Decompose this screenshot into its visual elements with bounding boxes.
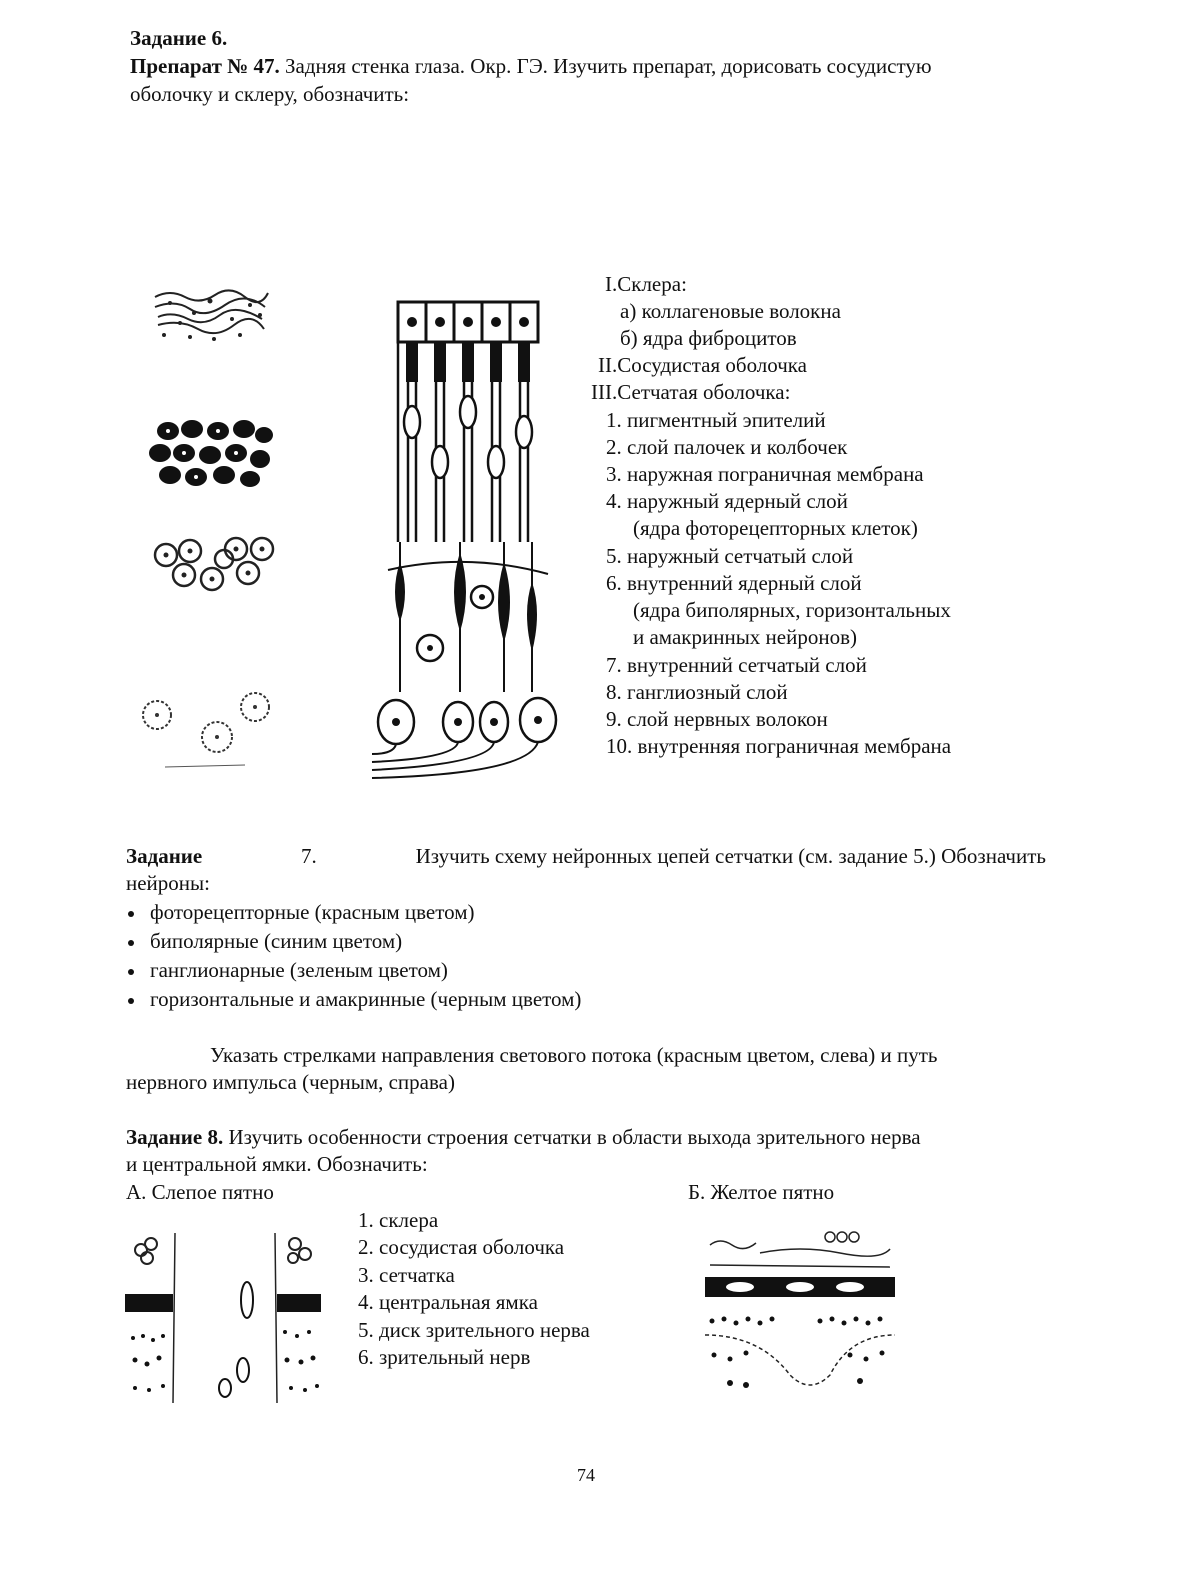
label-layer-9: 9. слой нервных волокон (606, 707, 828, 731)
blind-spot-drawing (125, 1228, 325, 1408)
label-layer-4-note: (ядра фоторецепторных клеток) (633, 516, 918, 540)
label-layer-2: 2. слой палочек и колбочек (606, 435, 848, 459)
task8-item-5: 5. диск зрительного нерва (358, 1318, 590, 1342)
task7-paragraph-line2: нервного импульса (черным, справа) (126, 1070, 455, 1094)
bullet-dot (128, 969, 134, 975)
bullet-dot (128, 940, 134, 946)
preparation-description: Задняя стенка глаза. Окр. ГЭ. Изучить препарат, дорисовать сосудистую (279, 54, 932, 78)
bullet-text: биполярные (синим цветом) (150, 929, 403, 953)
label-layer-6-note-1: (ядра биполярных, горизонтальных (633, 598, 951, 622)
task8-instruction-line2: и центральной ямки. Обозначить: (126, 1152, 428, 1176)
label-retina: III.Сетчатая оболочка: (591, 380, 791, 404)
task7-instruction: Изучить схему нейронных цепей сетчатки (см. задание 5.) Обозначить (415, 844, 1046, 868)
yellow-spot-drawing (700, 1225, 900, 1405)
label-sclera: I.Склера: (605, 272, 687, 296)
task8-item-2: 2. сосудистая оболочка (358, 1235, 565, 1259)
task7-paragraph-line1: Указать стрелками направления светового потока (красным цветом, слева) и путь (210, 1043, 938, 1067)
label-layer-6: 6. внутренний ядерный слой (606, 571, 862, 595)
light-nuclei-cluster (148, 535, 288, 605)
task6-instruction: оболочку и склеру, обозначить: (130, 82, 410, 106)
label-layer-10: 10. внутренняя пограничная мембрана (606, 734, 952, 758)
task7-heading: Задание (126, 844, 203, 868)
task6-heading: Задание 6. (130, 26, 228, 50)
ganglion-cells-drawing (135, 685, 285, 775)
task7-heading-line (126, 843, 1046, 870)
task7-number: 7. (301, 844, 317, 868)
bullet-ganglion (128, 957, 448, 984)
task8-item-1: 1. склера (358, 1208, 439, 1232)
task8-instruction: Изучить особенности строения сетчатки в области выхода зрительного нерва (223, 1125, 921, 1149)
task8-item-6: 6. зрительный нерв (358, 1345, 531, 1369)
task8-heading: Задание 8. (126, 1125, 224, 1149)
bullet-photoreceptor (128, 899, 475, 926)
label-layer-7: 7. внутренний сетчатый слой (606, 653, 867, 677)
label-layer-5: 5. наружный сетчатый слой (606, 544, 854, 568)
task8-heading-line (126, 1124, 921, 1151)
bullet-dot (128, 911, 134, 917)
bullet-text: горизонтальные и амакринные (черным цветом) (150, 987, 582, 1011)
label-choroid: II.Сосудистая оболочка (598, 353, 808, 377)
preparation-number: Препарат № 47. (130, 54, 280, 78)
bullet-horizontal-amacrine (128, 986, 581, 1013)
label-layer-3: 3. наружная пограничная мембрана (606, 462, 924, 486)
task7-instruction-line2: нейроны: (126, 871, 210, 895)
sclera-fibers-drawing (150, 285, 280, 355)
task8-item-3: 3. сетчатка (358, 1263, 455, 1287)
task6-preparation-line (130, 53, 932, 80)
label-layer-8: 8. ганглиозный слой (606, 680, 788, 704)
bullet-text: фоторецепторные (красным цветом) (150, 900, 475, 924)
task8-item-4: 4. центральная ямка (358, 1290, 538, 1314)
retina-layers-drawing (368, 292, 568, 782)
label-yellow-spot: Б. Желтое пятно (688, 1180, 835, 1204)
bullet-text: ганглионарные (зеленым цветом) (150, 958, 448, 982)
label-blind-spot: А. Слепое пятно (126, 1180, 274, 1204)
label-layer-6-note-2: и амакринных нейронов) (633, 625, 857, 649)
dark-nuclei-cluster (140, 415, 280, 495)
bullet-bipolar (128, 928, 402, 955)
label-layer-4: 4. наружный ядерный слой (606, 489, 848, 513)
label-fibrocyte-nuclei: б) ядра фиброцитов (620, 326, 797, 350)
label-layer-1: 1. пигментный эпителий (606, 408, 826, 432)
label-collagen-fibers: а) коллагеновые волокна (620, 299, 841, 323)
bullet-dot (128, 998, 134, 1004)
page-number: 74 (577, 1465, 595, 1485)
